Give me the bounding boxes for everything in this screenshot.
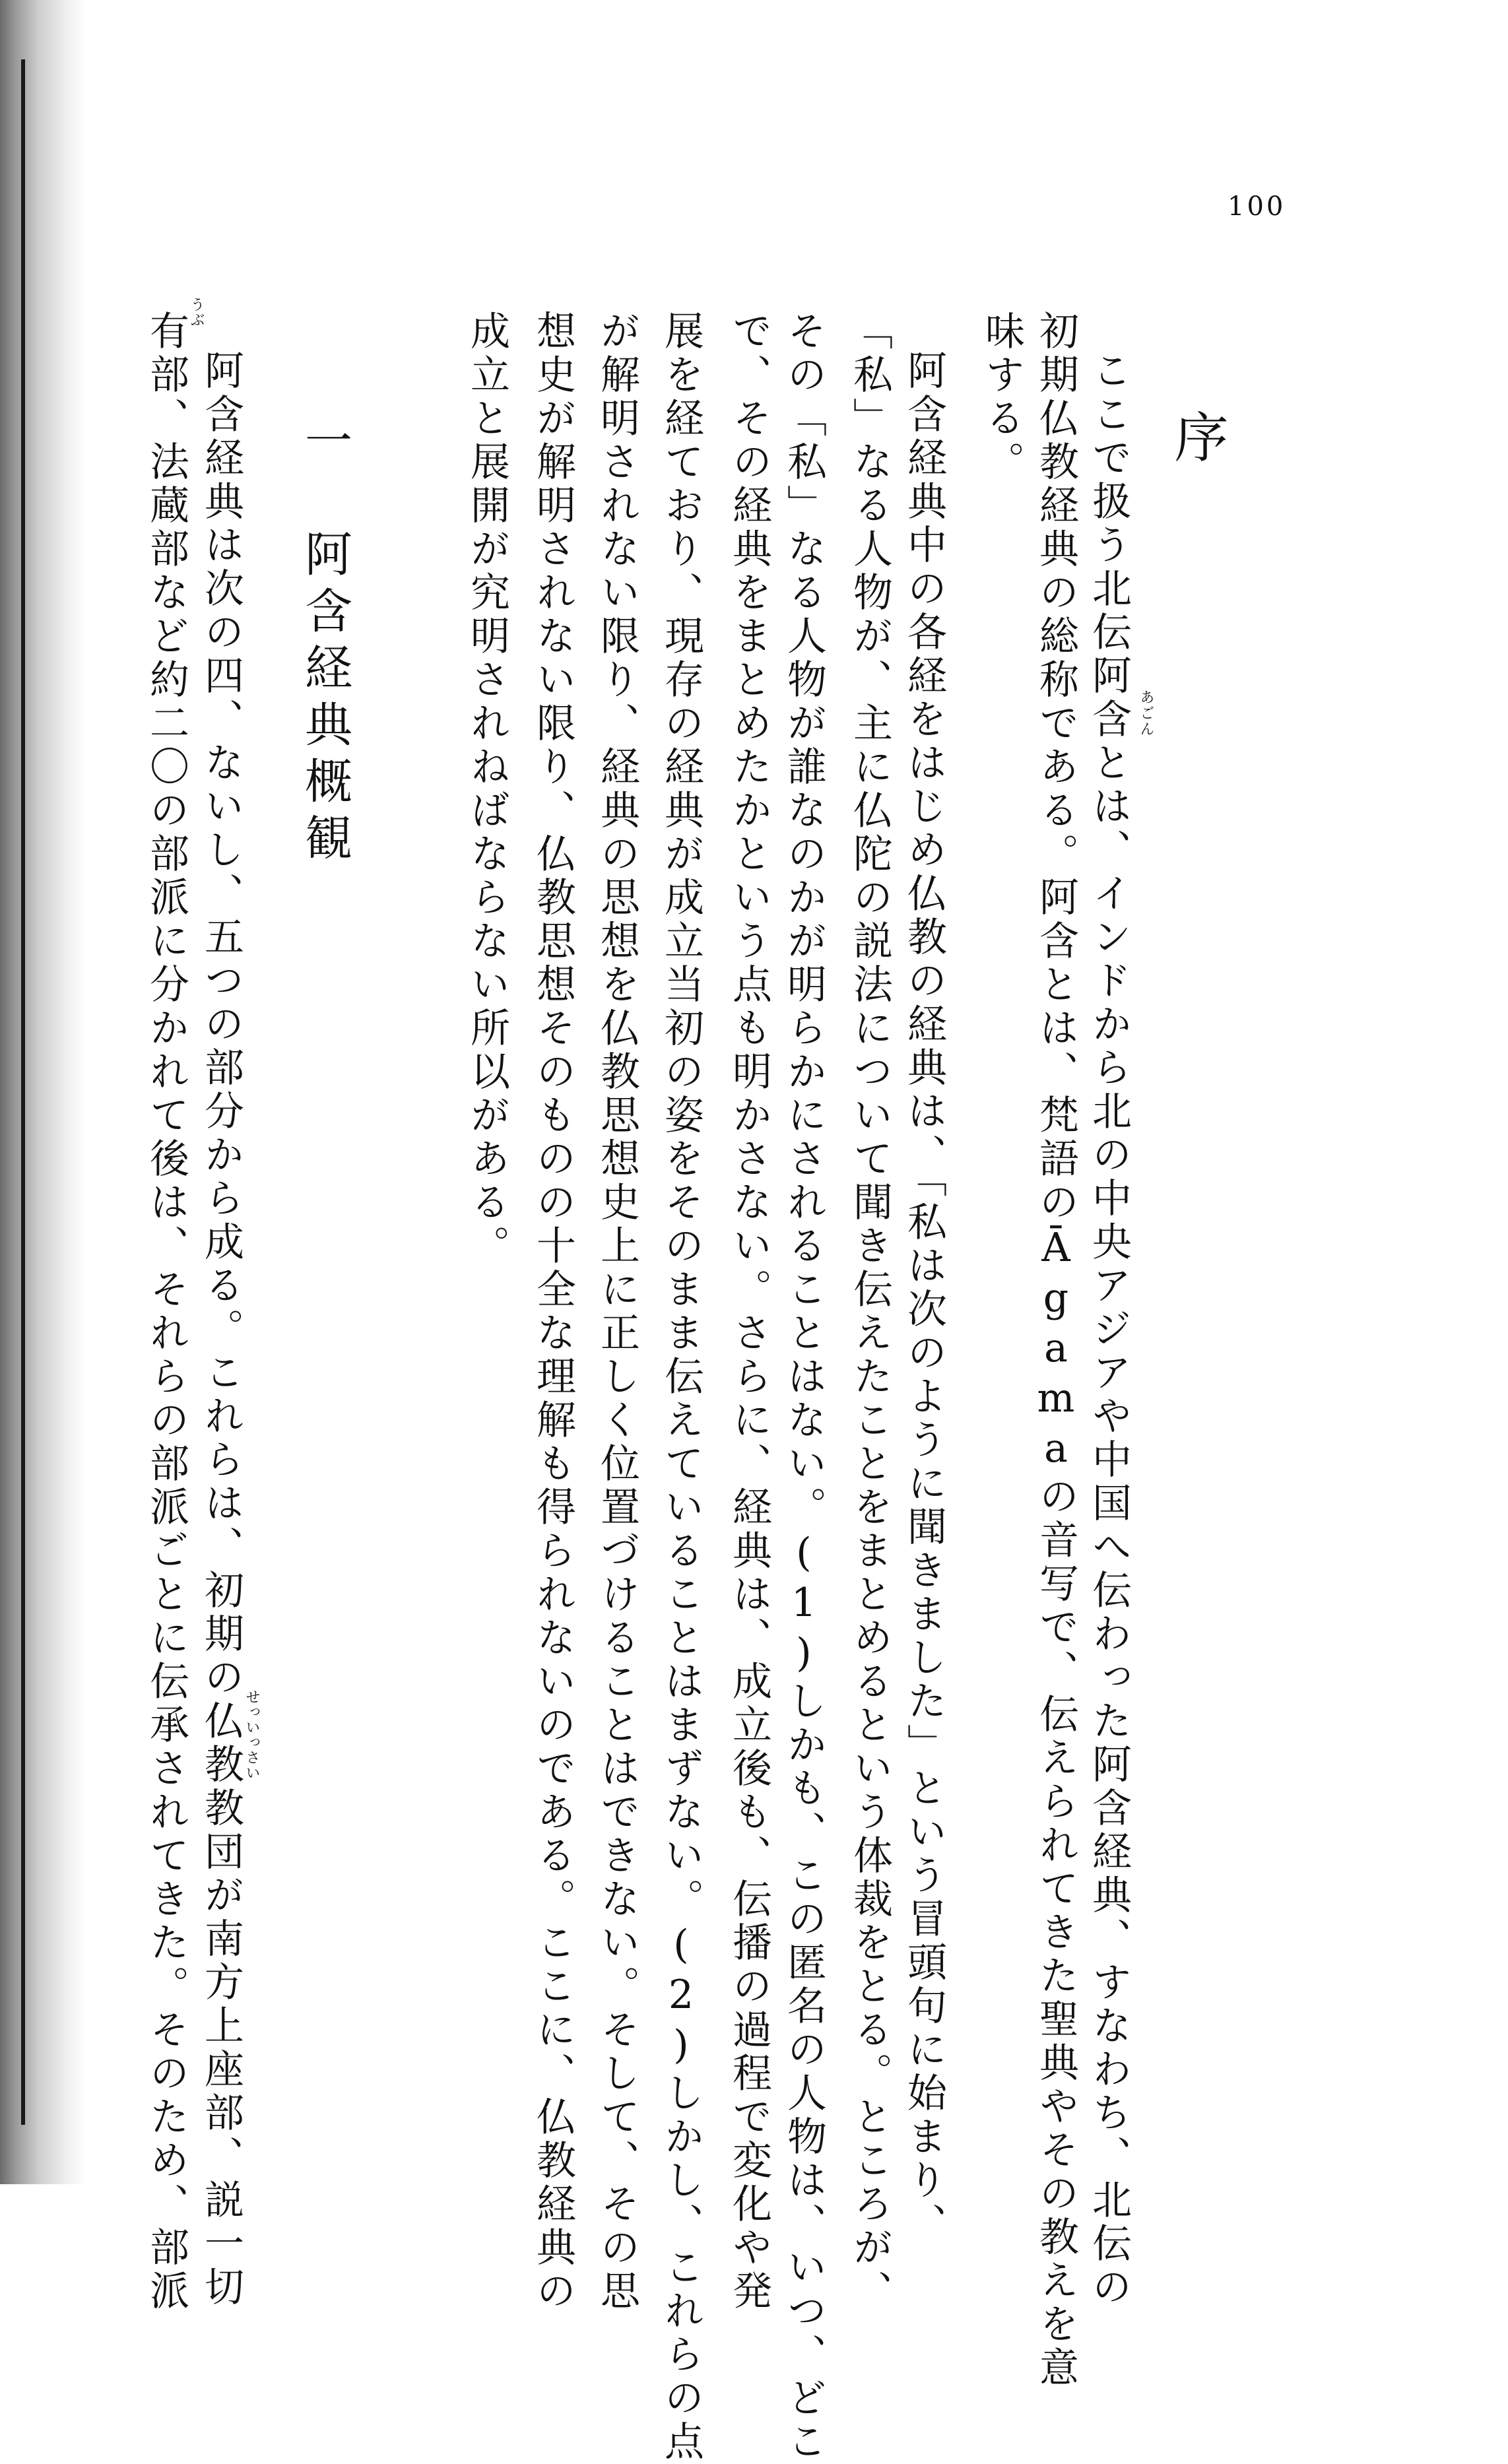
section-line-5: 「私」なる人物が、主に仏陀の説法について聞き伝えたことをまとめるという体裁をとる。ところが、 — [847, 310, 893, 2314]
section-line-11: 成立と展開が究明されねばならない所以がある。 — [464, 310, 510, 1268]
section-title: 序 — [1165, 409, 1228, 470]
ruby-agon: あごん — [1138, 690, 1154, 737]
section-line-4: 阿含経典中の各経をはじめ仏教の経典は、「私は次のように聞きました」という冒頭句に始まり、 — [901, 350, 947, 2246]
chapter-heading: 一 阿含経典概観 — [297, 416, 352, 870]
page-number: 100 — [1228, 191, 1286, 222]
section-line-2: 初期仏教経典の総称である。阿含とは、梵語のĀgamaの音写で、伝えられてきた聖典やその教えを意 — [1033, 310, 1079, 2390]
section-line-1: ここで扱う北伝阿含とは、インドから北の中央アジアや中国へ伝わった阿含経典、すなわち、北伝の — [1086, 350, 1132, 2310]
book-spine-shadow — [0, 0, 86, 2184]
section-line-6: その「私」なる人物が誰なのかが明らかにされることはない。(1)しかも、この匿名の人物は、いつ、どこ — [781, 310, 827, 2464]
section-line-9: が解明されない限り、経典の思想を仏教思想史上に正しく位置づけることはできない。そして、その思 — [594, 310, 640, 2314]
section-line-3: 味する。 — [979, 310, 1025, 484]
ruby-sessaitsu: せっいっさい — [244, 1689, 260, 1780]
binding-line — [21, 59, 25, 2125]
chapter-line-1: 阿含経典は次の四、ないし、五つの部分から成る。これらは、初期の仏教教団が南方上座部、説一切 — [198, 350, 244, 2310]
section-line-10: 想史が解明されない限り、仏教思想そのものの十全な理解も得られないのである。ここに、仏教経典の — [530, 310, 576, 2314]
section-line-7: で、その経典をまとめたかという点も明かさない。さらに、経典は、成立後も、伝播の過程で変化や発 — [726, 310, 772, 2314]
chapter-line-2: 有部、法蔵部など約二〇の部派に分かれて後は、それらの部派ごとに伝承されてきた。そのため、部派 — [143, 310, 189, 2314]
section-line-8: 展を経ており、現存の経典が成立当初の姿をそのまま伝えていることはまずない。(2)しかし、これらの点 — [658, 310, 704, 2464]
ruby-ubu: うぶ — [188, 297, 205, 327]
